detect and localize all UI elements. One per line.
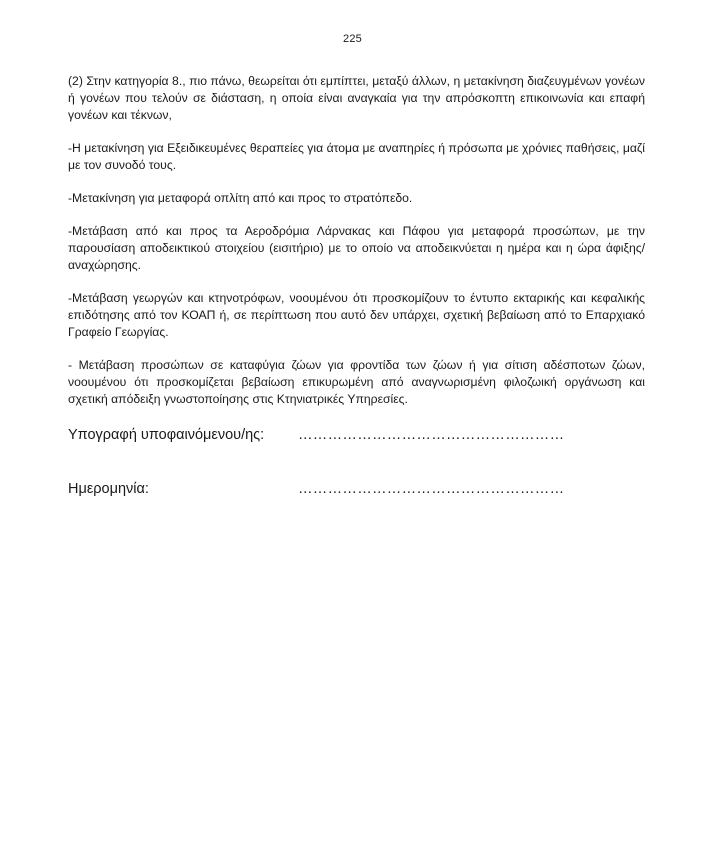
date-label: Ημερομηνία: — [68, 481, 149, 497]
date-row — [68, 481, 645, 503]
page-number: 225 — [343, 33, 362, 45]
date-field[interactable]: ……………………………………………… — [298, 481, 565, 497]
paragraph-airport-transfer: -Μετάβαση από και προς τα Αεροδρόμια Λάρνακας και Πάφου για μεταφορά προσώπων, με την παρουσίαση αποδεικτικού στοιχείου (εισιτήριο) με το οποίο να αποδεικνύεται η ημέρα και η ώρα άφιξης/αναχώρησης. — [68, 224, 645, 272]
paragraph-category-8: (2) Στην κατηγορία 8., πιο πάνω, θεωρείται ότι εμπίπτει, μεταξύ άλλων, η μετακίνηση διαζευγμένων γονέων ή γονέων που τελούν σε διάσταση, η οποία είναι αναγκαία για την απρόσκοπτη επικοινωνία και επαφή γονέων και τέκνων, — [68, 74, 645, 122]
paragraph-soldier-transport: -Μετακίνηση για μεταφορά οπλίτη από και προς το στρατόπεδο. — [68, 191, 413, 205]
paragraph-farmers: -Μετάβαση γεωργών και κτηνοτρόφων, νοουμένου ότι προσκομίζουν το έντυπο εκταρικής και κεφαλικής επιδότησης από τον ΚΟΑΠ ή, σε περίπτωση που αυτό δεν υπάρχει, σχετική βεβαίωση από το Επαρχιακό Γραφείο Γεωργίας. — [68, 291, 645, 339]
paragraph-animal-shelters: - Μετάβαση προσώπων σε καταφύγια ζώων για φροντίδα των ζώων ή για σίτιση αδέσποτων ζώων, νοουμένου ότι προσκομίζεται βεβαίωση επικυρωμένη από αναγνωρισμένη φιλοζωική οργάνωση και σχετική απόδειξη γνωστοποίησης στις Κτηνιατρικές Υπηρεσίες. — [68, 358, 645, 406]
signature-row — [68, 427, 645, 449]
document-body — [68, 73, 645, 424]
signature-label: Υπογραφή υποφαινόμενου/ης: — [68, 427, 265, 443]
paragraph-specialized-therapies: -Η μετακίνηση για Εξειδικευμένες θεραπείες για άτομα με αναπηρίες ή πρόσωπα με χρόνιες παθήσεις, μαζί με τον συνοδό τους. — [68, 141, 645, 172]
signature-field[interactable]: ……………………………………………… — [298, 427, 565, 443]
